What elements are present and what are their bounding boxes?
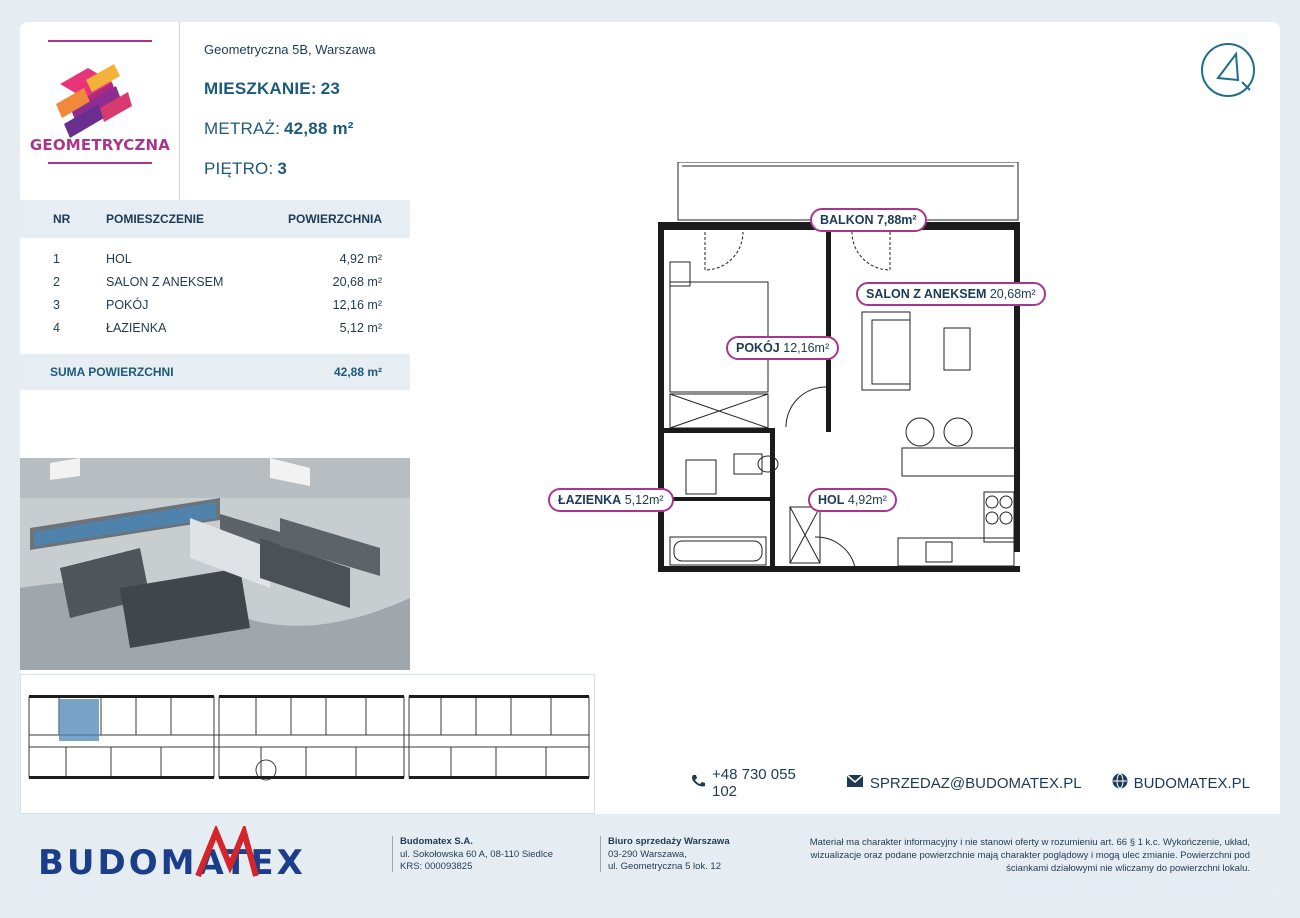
table-row [20, 270, 410, 293]
apartment-label: MIESZKANIE: [204, 79, 317, 98]
row-name: POKÓJ [106, 297, 149, 312]
row-area: 4,92 m² [339, 251, 382, 266]
highlighted-apartment [59, 699, 99, 741]
apartment-floor-plan [558, 162, 1036, 587]
company-name: Budomatex S.A. [400, 836, 473, 847]
table-row [20, 316, 410, 339]
floor-label: PIĘTRO: [204, 159, 274, 178]
contact-web[interactable] [1112, 766, 1250, 800]
pokoj-label [726, 336, 839, 360]
footer-separator [392, 836, 393, 872]
header-room: POMIESZCZENIE [106, 212, 205, 226]
address: Geometryczna 5B, Warszawa [204, 42, 376, 57]
company-address: ul. Sokołowska 60 A, 08-110 Siedlce [400, 848, 553, 860]
apartment-value: 23 [320, 79, 341, 98]
phone-number: +48 730 055 102 [712, 766, 796, 800]
website-url: BUDOMATEX.PL [1133, 774, 1250, 792]
contact-email[interactable] [846, 766, 1082, 800]
aerial-visualization [20, 458, 410, 670]
footer [20, 814, 1280, 894]
hol-area: 4,92m² [847, 493, 887, 507]
floor-value: 3 [277, 159, 288, 178]
phone-icon [690, 773, 706, 793]
company-info [400, 836, 553, 874]
row-name: HOL [106, 251, 132, 266]
lazienka-name: ŁAZIENKA [558, 493, 622, 507]
pokoj-area: 12,16m² [783, 341, 830, 355]
area-value: 42,88 m² [284, 119, 354, 138]
envelope-icon [846, 774, 864, 792]
logo-bottom-line [48, 162, 152, 164]
logo-box [20, 22, 180, 200]
table-row [20, 293, 410, 316]
office-city: 03-290 Warszawa, [608, 848, 687, 860]
contact-bar [690, 766, 1280, 800]
row-name: SALON Z ANEKSEM [106, 274, 224, 289]
header-area: POWIERZCHNIA [288, 212, 382, 226]
apartment-card [20, 22, 1280, 894]
hol-label [808, 488, 897, 512]
brand-logo-text: BUDOMATEX [38, 843, 306, 882]
apartment-number [204, 79, 410, 99]
geometryczna-logo-icon [20, 46, 180, 146]
row-area: 12,16 m² [332, 297, 382, 312]
legal-disclaimer: Materiał ma charakter informacyjny i nie stanowi oferty w rozumieniu art. 66 § 1 k.c. Wykończenie, układ, wizualizacje oraz podane powierzchnie mają charakter poglądowy i mogą ulec zmianie. Powierzchni pod ściankami działowymi nie wliczamy do powierzchni lokalu. [809, 837, 1250, 874]
building-floor-plan [20, 674, 595, 814]
address-box [180, 22, 410, 200]
apartment-floor [204, 159, 410, 179]
building-plan-drawing [21, 675, 596, 815]
office-name: Biuro sprzedaży Warszawa [608, 836, 730, 847]
table-row [20, 247, 410, 270]
sum-value: 42,88 m² [333, 365, 382, 379]
rooms-table [20, 200, 410, 390]
row-area: 20,68 m² [332, 274, 382, 289]
header-nr: NR [53, 212, 71, 226]
compass-icon [1198, 40, 1260, 102]
aerial-image [20, 458, 410, 670]
apartment-area [204, 119, 410, 139]
table-rows [20, 238, 410, 354]
row-area: 5,12 m² [339, 320, 382, 335]
logo-top-line [48, 40, 152, 42]
table-sum-row [20, 354, 410, 390]
balcony-label [810, 208, 927, 232]
budomatex-logo-icon [38, 826, 368, 882]
email-address: SPRZEDAZ@BUDOMATEX.PL [869, 774, 1082, 792]
sum-label: SUMA POWIERZCHNI [50, 365, 174, 379]
office-address: ul. Geometryczna 5 lok. 12 [608, 861, 721, 872]
row-nr: 4 [53, 320, 60, 335]
salon-name: SALON Z ANEKSEM [866, 287, 987, 301]
sales-office-info [608, 836, 730, 874]
company-krs: KRS: 000093825 [400, 861, 473, 872]
balcony-text: BALKON 7,88m² [820, 213, 917, 227]
globe-icon [1112, 773, 1128, 793]
row-nr: 1 [53, 251, 60, 266]
lazienka-label [548, 488, 674, 512]
left-panel [20, 22, 410, 670]
footer-separator [600, 836, 601, 872]
row-nr: 3 [53, 297, 60, 312]
row-nr: 2 [53, 274, 60, 289]
contact-phone[interactable] [690, 766, 816, 800]
table-header [20, 200, 410, 238]
row-name: ŁAZIENKA [106, 320, 167, 335]
pokoj-name: POKÓJ [736, 341, 780, 355]
logo-text: GEOMETRYCZNA [29, 136, 171, 154]
salon-label [856, 282, 1046, 306]
lazienka-area: 5,12m² [624, 493, 664, 507]
area-label: METRAŻ: [204, 119, 281, 138]
hol-name: HOL [818, 493, 845, 507]
salon-area: 20,68m² [989, 287, 1036, 301]
